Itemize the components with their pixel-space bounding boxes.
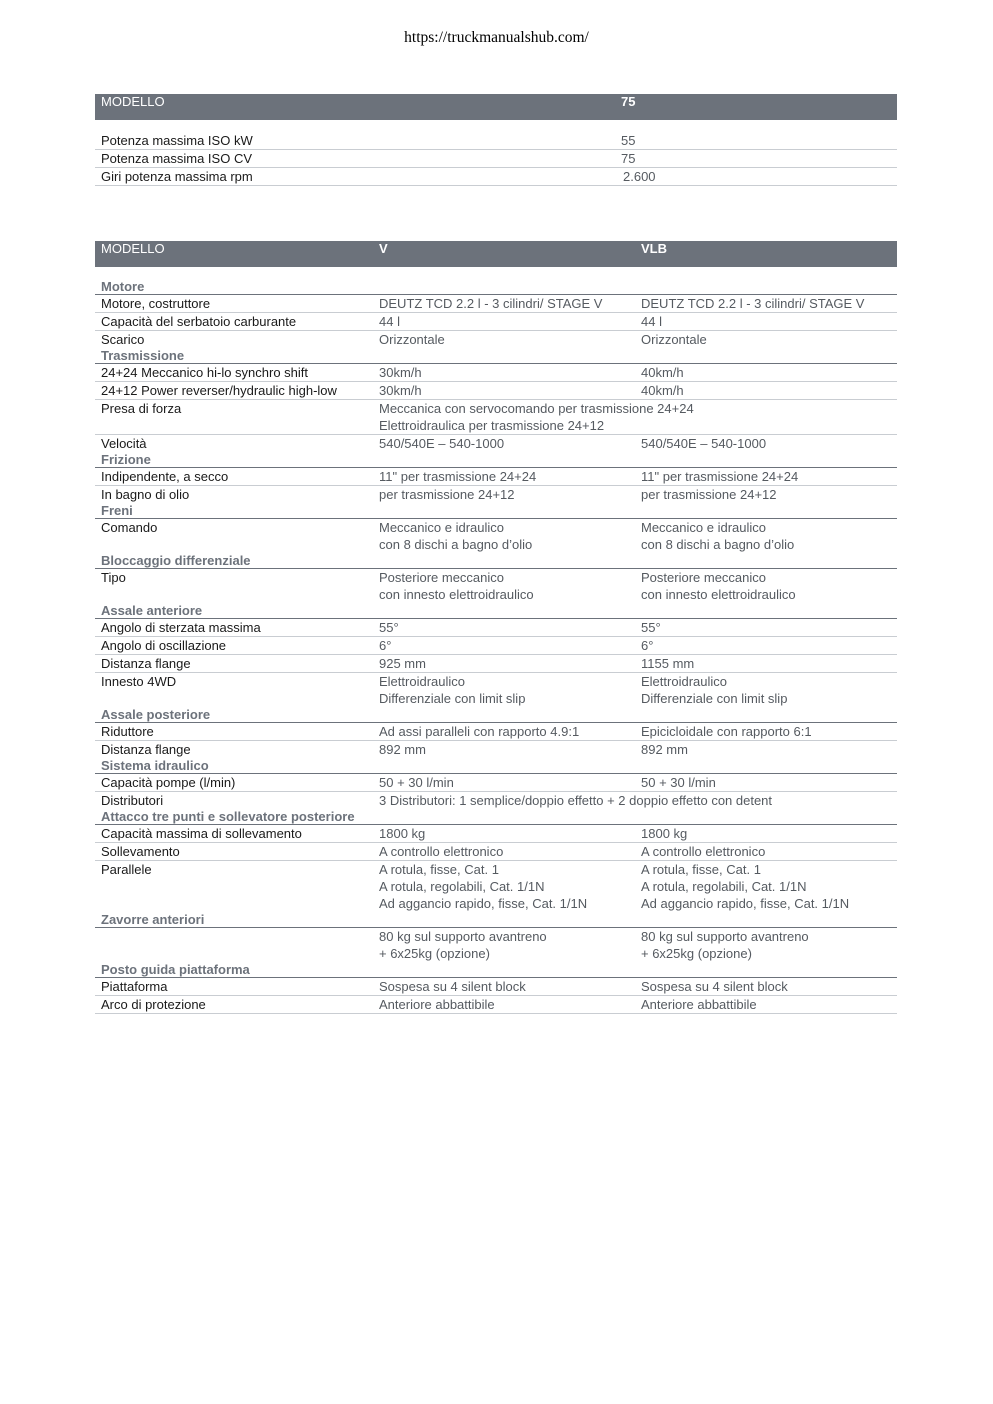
cell-line: A rotula, fisse, Cat. 1 — [379, 862, 499, 877]
section-header — [95, 348, 897, 364]
table-cell: 925 mm — [373, 655, 635, 673]
section-header — [95, 603, 897, 619]
table-row — [95, 673, 897, 708]
table-cell: Sospesa su 4 silent block — [373, 978, 635, 996]
table-header — [95, 241, 897, 267]
cell-line: Elettroidraulico — [641, 674, 727, 689]
table-cell: Piattaforma — [95, 978, 373, 996]
table-cell: 44 l — [635, 313, 897, 331]
table-cell: Presa di forza — [95, 400, 373, 435]
table-row — [95, 619, 897, 637]
row-label: Potenza massima ISO kW — [95, 132, 617, 150]
table-cell: Capacità massima di sollevamento — [95, 825, 373, 843]
table-cell: 1800 kg — [373, 825, 635, 843]
section-header — [95, 503, 897, 519]
table-cell: DEUTZ TCD 2.2 l - 3 cilindri/ STAGE V — [635, 295, 897, 313]
table-row — [95, 792, 897, 810]
table-row — [95, 825, 897, 843]
row-value: 55 — [617, 132, 897, 150]
table-cell: per trasmissione 24+12 — [379, 487, 515, 502]
table-cell: 30km/h — [373, 382, 635, 400]
table-cell: 40km/h — [635, 364, 897, 382]
table-row — [95, 382, 897, 400]
row-label: Giri potenza massima rpm — [95, 168, 617, 186]
cell-line: Ad aggancio rapido, fisse, Cat. 1/1N — [379, 896, 588, 911]
table-cell: 1800 kg — [635, 825, 897, 843]
table-row — [95, 331, 897, 349]
table-cell: Assale posteriore — [95, 707, 897, 723]
table-cell: Orizzontale — [379, 332, 445, 347]
table-cell: Assale anteriore — [95, 603, 897, 619]
table-cell: 40km/h — [635, 382, 897, 400]
table-cell — [635, 861, 897, 913]
table-header — [95, 94, 897, 120]
table-cell: Capacità pompe (l/min) — [95, 774, 373, 792]
cell-line: + 6x25kg (opzione) — [641, 946, 752, 961]
table-cell: 540/540E – 540-1000 — [379, 436, 505, 451]
header-model-75: 75 — [617, 94, 897, 120]
table-cell: Bloccaggio differenziale — [95, 553, 897, 569]
cell-line: con 8 dischi a bagno d’olio — [641, 537, 795, 552]
table-row — [95, 996, 897, 1014]
table-cell: DEUTZ TCD 2.2 l - 3 cilindri/ STAGE V — [373, 295, 635, 313]
table-cell — [373, 928, 635, 963]
table-cell — [635, 673, 897, 708]
table-cell: Frizione — [95, 452, 897, 468]
table-cell: Angolo di oscillazione — [95, 637, 373, 655]
section-header — [95, 707, 897, 723]
cell-line: Ad aggancio rapido, fisse, Cat. 1/1N — [641, 896, 850, 911]
table-cell: Anteriore abbattibile — [635, 996, 897, 1014]
cell-line: con 8 dischi a bagno d’olio — [379, 537, 533, 552]
header-url[interactable]: https://truckmanualshub.com/ — [404, 29, 589, 46]
section-header — [95, 962, 897, 978]
engine-power-table — [95, 94, 897, 186]
table-cell: Orizzontale — [641, 332, 707, 347]
table-cell: 540/540E – 540-1000 — [641, 436, 767, 451]
table-cell: 892 mm — [379, 742, 426, 757]
table-cell: Epicicloidale con rapporto 6:1 — [635, 723, 897, 741]
table-cell: 11" per trasmissione 24+24 — [373, 468, 635, 486]
table-cell: 24+12 Power reverser/hydraulic high-low — [95, 382, 373, 400]
table-row — [95, 132, 897, 150]
table-cell — [373, 400, 897, 435]
table-cell: Ad assi paralleli con rapporto 4.9:1 — [373, 723, 635, 741]
table-cell: Distanza flange — [101, 742, 191, 757]
table-row — [95, 400, 897, 435]
row-value: 75 — [617, 150, 897, 168]
row-label: Potenza massima ISO CV — [95, 150, 617, 168]
header-modello: MODELLO — [95, 241, 373, 267]
table-cell: 30km/h — [373, 364, 635, 382]
table-cell: Freni — [95, 503, 897, 519]
table-cell: 44 l — [373, 313, 635, 331]
table-cell: Parallele — [101, 862, 152, 877]
table-cell: 55° — [635, 619, 897, 637]
table-cell: 3 Distributori: 1 semplice/doppio effetto + 2 doppio effetto con detent — [379, 793, 773, 808]
table-cell: Arco di protezione — [95, 996, 373, 1014]
table-cell: Capacità del serbatoio carburante — [95, 313, 373, 331]
table-cell: Trasmissione — [95, 348, 897, 364]
cell-line: Differenziale con limit slip — [641, 691, 788, 706]
table-cell: Posto guida piattaforma — [95, 962, 897, 978]
cell-line: A rotula, regolabili, Cat. 1/1N — [641, 879, 807, 894]
section-header — [95, 809, 897, 825]
cell-line: con innesto elettroidraulico — [379, 587, 534, 602]
table-cell — [95, 120, 897, 132]
cell-line: 80 kg sul supporto avantreno — [641, 929, 809, 944]
table-row — [95, 364, 897, 382]
table-cell: Attacco tre punti e sollevatore posteriore — [95, 809, 897, 825]
table-cell: Innesto 4WD — [101, 674, 177, 689]
table-row — [95, 519, 897, 554]
table-row — [95, 168, 897, 186]
table-cell — [635, 928, 897, 963]
table-cell: Riduttore — [95, 723, 373, 741]
section-header — [95, 553, 897, 569]
table-cell — [95, 928, 373, 963]
table-cell: 50 + 30 l/min — [635, 774, 897, 792]
section-header — [95, 912, 897, 928]
row-value: 2.600 — [617, 168, 897, 186]
section-header — [95, 758, 897, 774]
cell-line: A rotula, regolabili, Cat. 1/1N — [379, 879, 545, 894]
table-row — [95, 655, 897, 673]
cell-line: con innesto elettroidraulico — [641, 587, 796, 602]
header-model-vlb: VLB — [635, 241, 897, 267]
table-row — [95, 295, 897, 313]
table-cell: A controllo elettronico — [635, 843, 897, 861]
table-row — [95, 774, 897, 792]
table-row — [95, 637, 897, 655]
table-cell: Sollevamento — [95, 843, 373, 861]
cell-line: Meccanico e idraulico — [379, 520, 505, 535]
table-row — [95, 313, 897, 331]
cell-line: Elettroidraulico — [379, 674, 465, 689]
table-row — [95, 741, 897, 759]
table-cell: 24+24 Meccanico hi-lo synchro shift — [95, 364, 373, 382]
table-cell: 1155 mm — [635, 655, 897, 673]
table-row — [95, 435, 897, 453]
table-row — [95, 569, 897, 604]
table-cell: Tipo — [101, 570, 126, 585]
table-cell: Anteriore abbattibile — [373, 996, 635, 1014]
table-cell: Distanza flange — [95, 655, 373, 673]
table-row — [95, 861, 897, 913]
section-header — [95, 267, 897, 295]
specifications-table — [95, 241, 897, 1014]
table-cell: 6° — [635, 637, 897, 655]
table-cell: In bagno di olio — [101, 487, 190, 502]
cell-line: Meccanica con servocomando per trasmissione 24+24 — [379, 401, 694, 416]
table-row — [95, 928, 897, 963]
table-cell — [635, 569, 897, 604]
table-cell: Sospesa su 4 silent block — [635, 978, 897, 996]
table-cell: 55° — [373, 619, 635, 637]
table-cell: 50 + 30 l/min — [373, 774, 635, 792]
cell-line: A rotula, fisse, Cat. 1 — [641, 862, 761, 877]
table-cell — [635, 519, 897, 554]
table-cell: Scarico — [101, 332, 145, 347]
cell-line: Elettroidraulica per trasmissione 24+12 — [379, 418, 605, 433]
table-cell: Sistema idraulico — [95, 758, 897, 774]
table-cell: Angolo di sterzata massima — [95, 619, 373, 637]
table-cell: Motore, costruttore — [95, 295, 373, 313]
table-row — [95, 468, 897, 486]
table-cell: 892 mm — [641, 742, 688, 757]
table-row — [95, 150, 897, 168]
cell-line: Meccanico e idraulico — [641, 520, 767, 535]
cell-line: Posteriore meccanico — [379, 570, 504, 585]
table-cell: Motore — [95, 267, 897, 295]
table-cell — [373, 519, 635, 554]
table-row — [95, 486, 897, 504]
table-row — [95, 843, 897, 861]
table-cell: per trasmissione 24+12 — [641, 487, 777, 502]
table-cell: 11" per trasmissione 24+24 — [635, 468, 897, 486]
header-model-v: V — [373, 241, 635, 267]
cell-line: Differenziale con limit slip — [379, 691, 526, 706]
table-cell — [373, 861, 635, 913]
table-cell: 6° — [373, 637, 635, 655]
table-cell: Indipendente, a secco — [95, 468, 373, 486]
cell-line: Posteriore meccanico — [641, 570, 766, 585]
table-row — [95, 978, 897, 996]
cell-line: + 6x25kg (opzione) — [379, 946, 490, 961]
table-cell: Velocità — [101, 436, 147, 451]
table-cell: Distributori — [101, 793, 164, 808]
header-modello: MODELLO — [95, 94, 617, 120]
table-cell: A controllo elettronico — [373, 843, 635, 861]
table-cell: Comando — [101, 520, 158, 535]
table-cell — [373, 569, 635, 604]
section-header — [95, 452, 897, 468]
table-cell: Zavorre anteriori — [95, 912, 897, 928]
table-cell — [373, 673, 635, 708]
table-row — [95, 723, 897, 741]
cell-line: 80 kg sul supporto avantreno — [379, 929, 547, 944]
